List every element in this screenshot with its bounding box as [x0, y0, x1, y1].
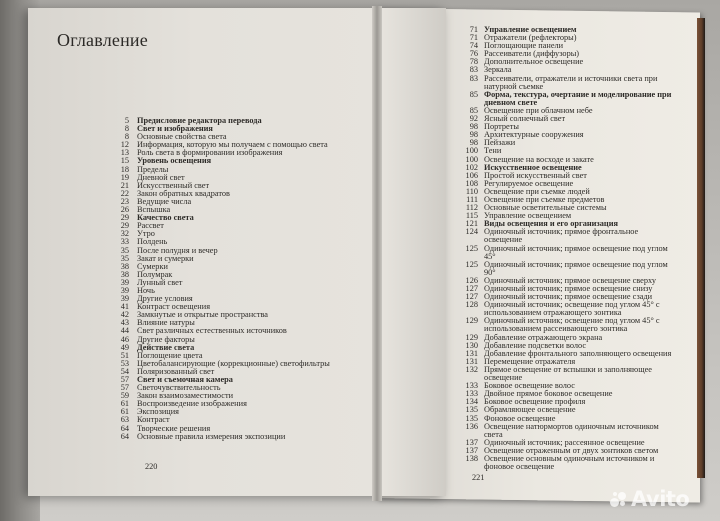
toc-page-number: 98 — [469, 130, 478, 140]
avito-wordmark: Avito — [631, 487, 690, 511]
toc-page-number: 92 — [469, 114, 478, 124]
toc-page-number: 49 — [120, 342, 129, 352]
toc-page-number: 78 — [469, 57, 478, 67]
toc-page-number: 98 — [469, 122, 478, 132]
toc-item-title: Одиночный источник; освещение под углом 45° с использованием отражающего зонтика — [484, 300, 660, 318]
toc-item-title: Творческие решения — [137, 423, 211, 433]
toc-item-title: Добавление отражающего экрана — [484, 332, 603, 342]
toc-page-number: 76 — [469, 49, 478, 59]
toc-section-heading: Искусственное освещение — [484, 162, 582, 172]
toc-page-number: 33 — [120, 237, 129, 247]
toc-entry — [446, 91, 676, 107]
toc-section-heading: Виды освещения и его организация — [484, 219, 618, 229]
toc-page-number: 137 — [465, 445, 478, 455]
toc-item-title: Рассвет — [137, 221, 164, 231]
toc-item-title: Добавление фронтального заполняющего освещения — [484, 348, 672, 358]
toc-page-number: 100 — [465, 154, 478, 164]
toc-page-number: 42 — [120, 310, 129, 320]
toc-item-title: Свет различных естественных источников — [137, 326, 287, 336]
toc-page-number: 133 — [465, 389, 478, 399]
toc-left-column — [103, 117, 358, 441]
toc-page-number: 63 — [120, 415, 129, 425]
toc-page-number: 46 — [120, 334, 129, 344]
toc-page-number: 39 — [120, 277, 129, 287]
toc-page-number: 41 — [120, 302, 129, 312]
toc-item-title: Искусственный свет — [137, 180, 210, 190]
toc-item-title: Поляризованный свет — [137, 366, 215, 376]
toc-page-number: 102 — [465, 162, 478, 172]
page-number-left: 220 — [145, 462, 158, 471]
toc-item-title: Полумрак — [137, 269, 173, 279]
toc-page-number: 115 — [465, 211, 478, 221]
toc-item-title: Освещение отраженным от двух зонтиков светом — [484, 445, 659, 455]
toc-item-title: Утро — [137, 229, 155, 239]
toc-page-number: 135 — [465, 413, 478, 423]
toc-page-number: 138 — [465, 453, 478, 463]
toc-page-number: 29 — [120, 213, 129, 223]
toc-page-number: 18 — [120, 164, 129, 174]
toc-item-title: Замкнутые и открытые пространства — [137, 310, 268, 320]
toc-page-number: 38 — [120, 261, 129, 271]
toc-page-number: 124 — [465, 227, 478, 237]
page-title: Оглавление — [57, 30, 148, 50]
toc-entry — [446, 245, 676, 261]
toc-item-title: Основные осветительные системы — [484, 203, 607, 213]
toc-item-title: Рассеиватели (диффузоры) — [484, 49, 580, 59]
toc-page-number: 19 — [120, 172, 129, 182]
book-gutter — [372, 6, 382, 501]
toc-page-number: 130 — [465, 340, 478, 350]
toc-item-title: Дневной свет — [137, 172, 185, 182]
toc-item-title: Двойное прямое боковое освещение — [484, 389, 613, 399]
toc-item-title: Рассеиватели, отражатели и источники света при натурной съемке — [484, 73, 658, 91]
toc-item-title: Воспроизведение изображения — [137, 399, 247, 409]
toc-entry — [446, 317, 676, 333]
toc-item-title: Основные свойства света — [137, 132, 227, 142]
toc-entry — [446, 115, 676, 123]
toc-entry — [446, 228, 676, 244]
toc-page-number: 121 — [465, 219, 478, 229]
toc-page-number: 64 — [120, 423, 129, 433]
toc-entry — [446, 406, 676, 414]
toc-item-title: Тени — [484, 146, 502, 156]
avito-watermark — [610, 487, 689, 511]
toc-item-title: Одиночный источник; прямое освещение сверху — [484, 275, 656, 285]
toc-item-title: Другие факторы — [137, 334, 195, 344]
toc-item-title: Влияние натуры — [137, 318, 195, 328]
toc-item-title: Зеркала — [484, 65, 512, 75]
toc-page-number: 57 — [120, 375, 129, 384]
toc-page-number: 110 — [465, 186, 478, 196]
toc-page-number: 132 — [465, 364, 478, 374]
toc-entry — [446, 455, 676, 471]
toc-page-number: 51 — [120, 350, 129, 360]
toc-page-number: 21 — [120, 180, 129, 190]
toc-page-number: 8 — [124, 132, 129, 142]
toc-page-number: 71 — [469, 33, 478, 43]
toc-item-title: Роль света в формировании изображения — [137, 148, 283, 158]
toc-item-title: Боковое освещение профиля — [484, 397, 586, 407]
avito-logo-icon — [610, 491, 628, 507]
toc-item-title: Одиночный источник; прямое освещение снизу — [484, 284, 653, 293]
toc-page-number: 128 — [465, 300, 478, 310]
toc-section-heading: Действие света — [137, 342, 195, 352]
toc-page-number: 106 — [465, 170, 478, 180]
toc-page-number: 134 — [465, 397, 478, 407]
toc-item-title: Пределы — [137, 164, 169, 174]
toc-page-number: 83 — [469, 65, 478, 75]
toc-item-title: Освещение натюрмортов одиночным источником света — [484, 421, 659, 439]
toc-page-number: 125 — [465, 259, 478, 269]
toc-page-number: 39 — [120, 285, 129, 295]
toc-page-number: 98 — [469, 138, 478, 148]
toc-item-title: Обрамляющее освещение — [484, 405, 576, 415]
toc-item-title: Ведущие числа — [137, 196, 192, 206]
toc-item-title: Освещение при съемке предметов — [484, 194, 605, 204]
toc-page-number: 133 — [465, 381, 478, 391]
toc-item-title: Ночь — [137, 285, 155, 295]
toc-page-number: 126 — [465, 275, 478, 285]
toc-item-title: Архитектурные сооружения — [484, 130, 584, 140]
toc-item-title: После полудня и вечер — [137, 245, 218, 255]
toc-entry — [446, 75, 676, 91]
toc-item-title: Информация, которую мы получаем с помощью света — [137, 140, 328, 150]
book-cover-edge — [697, 18, 705, 478]
toc-item-title: Цветобалансирующие (коррекционные) светофильтры — [137, 358, 330, 368]
toc-page-number: 108 — [465, 178, 478, 188]
toc-page-number: 44 — [120, 326, 129, 336]
toc-page-number: 54 — [120, 366, 129, 376]
toc-page-number: 29 — [120, 221, 129, 231]
toc-item-title: Вспышка — [137, 205, 171, 215]
toc-page-number: 64 — [120, 431, 129, 441]
toc-item-title: Освещение на восходе и закате — [484, 154, 594, 164]
toc-page-number: 74 — [469, 41, 478, 51]
toc-page-number: 8 — [124, 124, 129, 134]
toc-page-number: 100 — [465, 146, 478, 156]
toc-entry — [446, 423, 676, 439]
toc-item-title: Перемещение отражателя — [484, 356, 576, 366]
toc-item-title: Закат и сумерки — [137, 253, 194, 263]
toc-item-title: Полдень — [137, 237, 168, 247]
toc-page-number: 131 — [465, 348, 478, 358]
toc-page-number: 137 — [465, 437, 478, 447]
page-number-right: 221 — [472, 473, 485, 482]
toc-page-number: 43 — [120, 318, 129, 328]
toc-page-number: 12 — [120, 140, 129, 150]
toc-section-heading: Предисловие редактора перевода — [137, 116, 262, 125]
toc-page-number: 53 — [120, 358, 129, 368]
toc-section-heading: Свет и съемочная камера — [137, 375, 233, 384]
toc-page-number: 15 — [120, 156, 129, 166]
toc-item-title: Экспозиция — [137, 407, 179, 417]
toc-page-number: 131 — [465, 356, 478, 366]
toc-item-title: Поглощающие панели — [484, 41, 564, 51]
toc-item-title: Отражатели (рефлекторы) — [484, 33, 577, 43]
toc-item-title: Закон взаимозаместимости — [137, 391, 234, 401]
toc-page-number: 85 — [469, 89, 478, 99]
toc-item-title: Освещение основным одиночным источником и фоновое освещение — [484, 453, 655, 472]
toc-page-number: 26 — [120, 205, 129, 215]
toc-right-column — [446, 26, 676, 471]
toc-item-title: Регулируемое освещение — [484, 178, 574, 188]
toc-item-title: Одиночный источник; прямое освещение под углом 45° — [484, 243, 668, 261]
toc-page-number: 71 — [469, 25, 478, 34]
toc-item-title: Портреты — [484, 122, 519, 132]
toc-page-number: 112 — [465, 203, 478, 213]
toc-item-title: Одиночный источник; прямое освещение сзади — [484, 292, 653, 302]
toc-item-title: Лунный свет — [137, 277, 183, 287]
toc-item-title: Одиночный источник; освещение под углом 45° с использованием рассеивающего зонтика — [484, 316, 660, 334]
toc-page-number: 38 — [120, 269, 129, 279]
toc-item-title: Другие условия — [137, 294, 193, 304]
toc-item-title: Добавление подсветки волос — [484, 340, 587, 350]
toc-page-number: 59 — [120, 391, 129, 401]
toc-page-number: 135 — [465, 405, 478, 415]
toc-page-number: 35 — [120, 253, 129, 263]
toc-item-title: Контраст — [137, 415, 170, 425]
toc-entry — [446, 139, 676, 147]
toc-item-title: Закон обратных квадратов — [137, 188, 230, 198]
toc-section-heading: Уровень освещения — [137, 156, 212, 166]
toc-page-number: 125 — [465, 243, 478, 253]
toc-section-heading: Качество света — [137, 213, 194, 223]
toc-page-number: 127 — [465, 292, 478, 302]
toc-section-heading: Свет и изображения — [137, 124, 213, 134]
toc-page-number: 111 — [466, 194, 478, 204]
toc-section-heading: Управление освещением — [484, 25, 577, 34]
toc-item-title: Боковое освещение волос — [484, 381, 575, 391]
toc-page-number: 57 — [120, 383, 129, 393]
toc-item-title: Одиночный источник; рассеянное освещение — [484, 437, 645, 447]
toc-item-title: Одиночный источник; прямое фронтальное освещение — [484, 227, 639, 245]
toc-page-number: 39 — [120, 294, 129, 304]
toc-section-heading: Форма, текстура, очертание и моделирование при дневном свете — [484, 89, 672, 107]
toc-item-title: Простой искусственный свет — [484, 170, 587, 180]
toc-item-title: Пейзажи — [484, 138, 516, 148]
toc-page-number: 35 — [120, 245, 129, 255]
toc-page-number: 129 — [465, 316, 478, 326]
toc-entry — [446, 131, 676, 139]
toc-page-number: 13 — [120, 148, 129, 158]
toc-item-title: Основные правила измерения экспозиции — [137, 431, 286, 441]
toc-page-number: 85 — [469, 105, 478, 115]
toc-item-title: Освещение при съемке людей — [484, 186, 590, 196]
toc-entry — [103, 433, 358, 441]
toc-entry — [446, 366, 676, 382]
toc-item-title: Одиночный источник; прямое освещение под углом 90° — [484, 259, 668, 277]
toc-page-number: 83 — [469, 73, 478, 83]
toc-item-title: Сумерки — [137, 261, 168, 271]
toc-item-title: Контраст освещения — [137, 302, 211, 312]
toc-entry — [446, 261, 676, 277]
toc-item-title: Фоновое освещение — [484, 413, 556, 423]
toc-page-number: 61 — [120, 399, 129, 409]
toc-item-title: Управление освещением — [484, 211, 572, 221]
toc-page-number: 127 — [465, 284, 478, 293]
toc-page-number: 61 — [120, 407, 129, 417]
toc-item-title: Светочувствительность — [137, 383, 221, 393]
toc-item-title: Прямое освещение от вспышки и заполняющее освещение — [484, 364, 652, 383]
toc-page-number: 129 — [465, 332, 478, 342]
toc-entry — [446, 301, 676, 317]
toc-page-number: 5 — [124, 116, 129, 125]
toc-page-number: 22 — [120, 188, 129, 198]
toc-entry — [446, 58, 676, 66]
toc-page-number: 136 — [465, 421, 478, 431]
toc-item-title: Поглощение цвета — [137, 350, 203, 360]
toc-page-number: 32 — [120, 229, 129, 239]
toc-item-title: Ясный солнечный свет — [484, 114, 566, 124]
toc-page-number: 23 — [120, 196, 129, 206]
toc-item-title: Освещение при облачном небе — [484, 105, 593, 115]
toc-item-title: Дополнительное освещение — [484, 57, 584, 67]
